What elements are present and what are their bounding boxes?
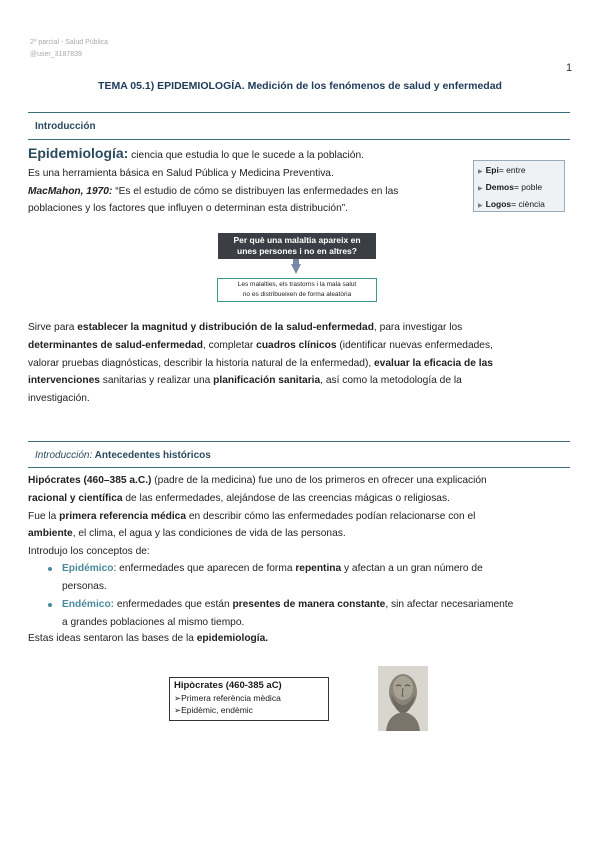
triangle-bullet-icon: ▶	[478, 203, 483, 209]
list-item: ➢Primera referència mèdica	[174, 693, 281, 703]
triangle-bullet-icon: ▶	[478, 186, 483, 192]
term-epidemiologia: Epidemiología:	[28, 145, 129, 161]
list-item: ➢Epidèmic, endèmic	[174, 705, 253, 715]
bullet-dot-icon	[48, 567, 52, 571]
page-number: 1	[566, 62, 573, 74]
bullet-dot-icon	[48, 603, 52, 607]
purpose-paragraph: Sirve para establecer la magnitud y distribución de la salud-enfermedad, para investigar los determinantes de salud-enfermedad, completar cuadros clínicos (identificar nuevas enfermedades, valorar pruebas diagnósticas, describir la historia natural de la enfermedad), evaluar la eficacia de las intervenciones sanitarias y realizar una planificación sanitaria, así como la metodología de la investigación.	[28, 322, 493, 405]
question-box: Per què una malaltia apareix en unes persones i no en altres?	[218, 233, 376, 259]
etymology-box	[473, 160, 565, 212]
hippocrates-bust-image	[378, 666, 428, 731]
user-label: @user_3187839	[30, 51, 82, 58]
section-divider	[28, 467, 570, 468]
history-paragraph: Hipócrates (460–385 a.C.) (padre de la medicina) fue uno de los primeros en ofrecer una explicación racional y científica de las enfermedades, alejándose de las creencias mágicas o religiosas. Fue la primera referencia médica en describir cómo las enfermedades podían relacionarse con el ambiente, el clima, el agua y las condiciones de vida de las personas. Introdujo los conceptos de:	[28, 475, 487, 558]
down-arrow-icon	[291, 264, 301, 274]
hippocrates-box: Hipòcrates (460-385 aC) ➢Primera referència mèdica ➢Epidèmic, endèmic	[169, 677, 329, 721]
section-divider	[28, 139, 570, 140]
section-divider	[28, 441, 570, 442]
etymology-item: ▶ Epi= entre	[478, 165, 526, 175]
triangle-bullet-icon: ▶	[478, 169, 483, 175]
etymology-item: ▶ Demos= poble	[478, 182, 543, 192]
page-header	[30, 37, 108, 61]
closing-line: Estas ideas sentaron las bases de la epidemiología.	[28, 633, 269, 644]
section-heading-introduccion: Introducción	[35, 121, 96, 132]
author-citation: MacMahon, 1970:	[28, 185, 113, 197]
answer-box: Les malalties, els trastorns i la mala salut no es distribueixen de forma aleatòria	[217, 278, 377, 302]
course-label: 2º parcial - Salud Pública	[30, 39, 109, 46]
intro-paragraph: Epidemiología: ciencia que estudia lo que le sucede a la población. Es una herramienta básica en Salud Pública y Medicina Preventiva. MacMahon, 1970: “Es el estudio de cómo se distribuyen las enfermedades en las poblaciones y los factores que influyen o determinan esta distribución”.	[28, 145, 399, 215]
section-heading-antecedentes: Introducción: Antecedentes históricos	[35, 450, 211, 461]
document-title: TEMA 05.1) EPIDEMIOLOGÍA. Medición de los fenómenos de salud y enfermedad	[98, 80, 502, 92]
list-item-endemico: Endémico: enfermedades que están presentes de manera constante, sin afectar necesariamente a grandes poblaciones al mismo tiempo.	[62, 599, 514, 628]
section-divider	[28, 112, 570, 113]
list-item-epidemico: Epidémico: enfermedades que aparecen de forma repentina y afectan a un gran número de personas.	[62, 563, 483, 592]
etymology-item: ▶ Logos= ciència	[478, 199, 545, 209]
